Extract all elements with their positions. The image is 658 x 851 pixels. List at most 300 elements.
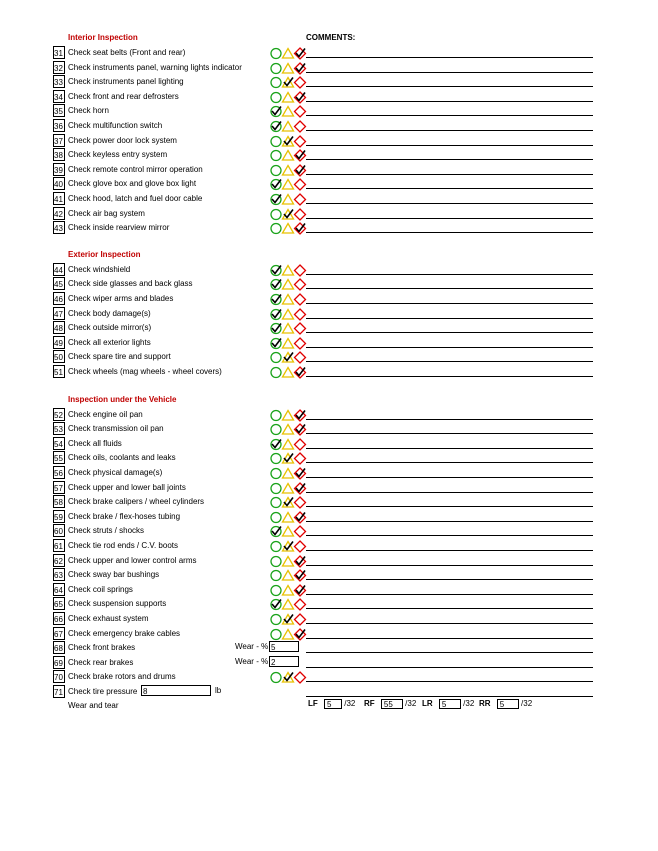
fail-diamond-icon[interactable] — [295, 599, 306, 610]
item-number: 62 — [53, 554, 65, 567]
fail-diamond-icon[interactable] — [295, 279, 306, 290]
tire-rf-input[interactable]: 55 — [381, 699, 403, 709]
checklist-row — [53, 612, 593, 626]
ok-circle-icon[interactable] — [271, 673, 281, 683]
item-label: Check all fluids — [68, 438, 122, 448]
checklist-row — [53, 104, 593, 118]
fail-diamond-icon[interactable] — [295, 77, 306, 88]
item-number: 69 — [53, 656, 65, 669]
status-icons[interactable] — [270, 90, 310, 104]
item-label: Check seat belts (Front and rear) — [68, 48, 186, 57]
item-number: 41 — [53, 192, 65, 205]
item-number: 49 — [53, 336, 65, 349]
status-icons[interactable] — [270, 481, 310, 495]
fail-diamond-icon[interactable] — [295, 338, 306, 349]
ok-circle-icon[interactable] — [271, 353, 281, 363]
status-icons[interactable] — [270, 119, 310, 133]
fail-diamond-icon[interactable] — [295, 497, 306, 508]
ok-circle-icon[interactable] — [271, 425, 281, 435]
fail-diamond-icon[interactable] — [295, 541, 306, 552]
status-icons[interactable] — [270, 46, 310, 60]
item-number: 68 — [53, 641, 65, 654]
comment-line[interactable] — [306, 86, 593, 87]
item-number: 48 — [53, 321, 65, 334]
item-number: 59 — [53, 510, 65, 523]
item-number: 36 — [53, 119, 65, 132]
item-label: Check tire pressure — [68, 687, 138, 696]
item-number: 64 — [53, 583, 65, 596]
ok-circle-icon[interactable] — [271, 629, 281, 639]
item-label: Check upper and lower ball joints — [68, 482, 186, 492]
comment-line[interactable] — [306, 448, 593, 449]
item-label: Check outside mirror(s) — [68, 323, 152, 333]
fail-diamond-icon[interactable] — [295, 439, 306, 450]
checklist-row — [53, 568, 593, 582]
comment-line[interactable] — [306, 188, 593, 189]
item-number: 61 — [53, 539, 65, 552]
comment-line[interactable] — [306, 145, 593, 146]
checklist-row — [53, 422, 593, 436]
tire-rr — [479, 699, 532, 709]
tire-rr-input[interactable]: 5 — [497, 699, 519, 709]
item-number: 58 — [53, 495, 65, 508]
comment-line[interactable] — [306, 174, 593, 175]
ok-circle-icon[interactable] — [271, 49, 281, 59]
comment-line[interactable] — [306, 565, 593, 566]
item-number: 60 — [53, 524, 65, 537]
tire-lf-unit: /32 — [344, 699, 356, 709]
fail-diamond-icon[interactable] — [295, 209, 306, 220]
checklist-row — [53, 46, 593, 60]
wear-percent-input[interactable]: 5 — [269, 641, 299, 652]
warning-triangle-icon[interactable] — [283, 49, 294, 59]
tire-lr — [422, 699, 474, 709]
tire-pressure-input[interactable]: 8 — [141, 685, 211, 696]
item-number: 71 — [53, 685, 65, 698]
warning-triangle-icon[interactable] — [283, 483, 294, 493]
ok-circle-icon[interactable] — [271, 454, 281, 464]
item-number: 39 — [53, 163, 65, 176]
item-label: Check front and rear defrosters — [68, 91, 179, 101]
checklist-row — [53, 408, 593, 422]
ok-circle-icon[interactable] — [271, 151, 281, 161]
item-number: 66 — [53, 612, 65, 625]
comment-line[interactable] — [306, 652, 593, 653]
status-icons[interactable] — [270, 583, 310, 597]
warning-triangle-icon[interactable] — [283, 556, 294, 566]
comment-line[interactable] — [306, 318, 593, 319]
item-number: 37 — [53, 134, 65, 147]
status-icons[interactable] — [270, 177, 310, 191]
status-icons[interactable] — [270, 321, 310, 335]
item-label: Check front brakes — [68, 643, 136, 652]
item-number: 45 — [53, 277, 65, 290]
ok-circle-icon[interactable] — [271, 136, 281, 146]
item-number: 44 — [53, 263, 65, 276]
tire-lf-label: LF — [308, 699, 318, 709]
warning-triangle-icon[interactable] — [283, 469, 294, 479]
checklist-row — [53, 670, 593, 684]
checklist-row — [53, 192, 593, 206]
item-number: 43 — [53, 221, 65, 234]
status-icons[interactable] — [270, 148, 310, 162]
warning-triangle-icon[interactable] — [283, 151, 294, 161]
tire-rf-label: RF — [364, 699, 375, 709]
ok-circle-icon[interactable] — [271, 571, 281, 581]
status-icons[interactable] — [270, 510, 310, 524]
item-label: Check exhaust system — [68, 614, 149, 623]
status-icons[interactable] — [270, 612, 310, 626]
ok-circle-icon[interactable] — [271, 585, 281, 595]
checklist-row — [53, 221, 593, 235]
item-label: Check sway bar bushings — [68, 570, 160, 580]
item-label: Check brake rotors and drums — [68, 672, 176, 681]
checklist-row — [53, 207, 593, 221]
checklist-row — [53, 90, 593, 104]
fail-diamond-icon[interactable] — [295, 323, 306, 334]
checklist-row — [53, 627, 593, 641]
item-label: Check oils, coolants and leaks — [68, 453, 176, 463]
checklist-row — [53, 685, 593, 699]
status-icons[interactable] — [270, 539, 310, 553]
checklist-row — [53, 350, 593, 364]
item-label: Check upper and lower control arms — [68, 555, 197, 565]
fail-diamond-icon[interactable] — [295, 265, 306, 276]
checklist-row — [53, 148, 593, 162]
fail-diamond-icon[interactable] — [295, 309, 306, 320]
ok-circle-icon[interactable] — [271, 63, 281, 73]
checklist-row — [53, 75, 593, 89]
status-icons[interactable] — [270, 466, 310, 480]
comment-line[interactable] — [306, 667, 593, 668]
checklist-row — [53, 481, 593, 495]
comment-line[interactable] — [306, 218, 593, 219]
checklist-row — [53, 510, 593, 524]
wear-and-tear-row — [68, 699, 588, 713]
checklist-row — [53, 641, 593, 655]
comment-line[interactable] — [306, 608, 593, 609]
tire-rr-label: RR — [479, 699, 491, 709]
warning-triangle-icon[interactable] — [283, 527, 294, 537]
item-number: 56 — [53, 466, 65, 479]
status-icons[interactable] — [270, 422, 310, 436]
comment-line[interactable] — [306, 130, 593, 131]
item-label: Check physical damage(s) — [68, 468, 163, 477]
checklist-row — [53, 524, 593, 538]
status-icons[interactable] — [270, 597, 310, 611]
comments-header: COMMENTS: — [306, 33, 356, 42]
fail-diamond-icon[interactable] — [295, 179, 306, 190]
warning-triangle-icon[interactable] — [283, 368, 294, 378]
comment-line[interactable] — [306, 594, 593, 595]
checklist-row — [53, 437, 593, 451]
status-icons[interactable] — [270, 221, 310, 235]
status-icons[interactable] — [270, 350, 310, 364]
item-label: Check inside rearview mirror — [68, 223, 170, 233]
status-icons[interactable] — [270, 75, 310, 89]
warning-triangle-icon[interactable] — [283, 180, 294, 190]
ok-circle-icon[interactable] — [271, 483, 281, 493]
ok-circle-icon[interactable] — [271, 209, 281, 219]
comment-line[interactable] — [306, 696, 593, 697]
item-number: 50 — [53, 350, 65, 363]
warning-triangle-icon[interactable] — [283, 309, 294, 319]
fail-diamond-icon[interactable] — [295, 194, 306, 205]
ok-circle-icon[interactable] — [271, 368, 281, 378]
item-label: Check power door lock system — [68, 135, 177, 145]
item-number: 46 — [53, 292, 65, 305]
item-number: 55 — [53, 451, 65, 464]
comment-line[interactable] — [306, 101, 593, 102]
tire-lf-input[interactable]: 5 — [324, 699, 342, 709]
comment-line[interactable] — [306, 159, 593, 160]
ok-circle-icon[interactable] — [271, 469, 281, 479]
item-label: Check remote control mirror operation — [68, 164, 203, 174]
checklist-row — [53, 307, 593, 321]
checklist-row — [53, 61, 593, 75]
checklist-row — [53, 134, 593, 148]
warning-triangle-icon[interactable] — [283, 107, 294, 117]
item-label: Check brake calipers / wheel cylinders — [68, 497, 205, 507]
warning-triangle-icon[interactable] — [283, 439, 294, 449]
item-label: Check instruments panel, warning lights indicator — [68, 62, 242, 72]
item-label: Check hood, latch and fuel door cable — [68, 194, 203, 203]
item-label: Check body damage(s) — [68, 308, 151, 318]
warning-triangle-icon[interactable] — [283, 224, 294, 234]
status-icons[interactable] — [270, 192, 310, 206]
wear-percent-label: Wear - % — [235, 656, 269, 666]
item-label: Check side glasses and back glass — [68, 279, 193, 289]
fail-diamond-icon[interactable] — [295, 136, 306, 147]
ok-circle-icon[interactable] — [271, 224, 281, 234]
tire-rr-unit: /32 — [521, 699, 533, 709]
item-number: 40 — [53, 177, 65, 190]
status-icons[interactable] — [270, 568, 310, 582]
warning-triangle-icon[interactable] — [283, 629, 294, 639]
comment-line[interactable] — [306, 477, 593, 478]
comment-line[interactable] — [306, 433, 593, 434]
item-number: 34 — [53, 90, 65, 103]
warning-triangle-icon[interactable] — [283, 195, 294, 205]
section-title: Inspection under the Vehicle — [68, 394, 177, 404]
item-label: Check struts / shocks — [68, 526, 145, 536]
checklist-row — [53, 656, 593, 670]
checklist-row — [53, 292, 593, 306]
tire-pressure-unit: lb — [215, 686, 222, 695]
status-icons[interactable] — [270, 207, 310, 221]
comment-line[interactable] — [306, 550, 593, 551]
item-label: Check emergency brake cables — [68, 628, 181, 638]
status-icons[interactable] — [270, 408, 310, 422]
checklist-row — [53, 177, 593, 191]
item-number: 33 — [53, 75, 65, 88]
checklist-row — [53, 321, 593, 335]
item-number: 52 — [53, 408, 65, 421]
status-icons[interactable] — [270, 134, 310, 148]
warning-triangle-icon[interactable] — [283, 585, 294, 595]
item-label: Check brake / flex-hoses tubing — [68, 511, 181, 521]
item-label: Check all exterior lights — [68, 337, 151, 347]
fail-diamond-icon[interactable] — [295, 453, 306, 464]
tire-lr-input[interactable]: 5 — [439, 699, 461, 709]
tire-rf-unit: /32 — [405, 699, 417, 709]
item-number: 32 — [53, 61, 65, 74]
comment-line[interactable] — [306, 492, 593, 493]
checklist-row — [53, 451, 593, 465]
checklist-row — [53, 336, 593, 350]
item-number: 51 — [53, 365, 65, 378]
warning-triangle-icon[interactable] — [283, 165, 294, 175]
item-label: Check tie rod ends / C.V. boots — [68, 541, 178, 550]
ok-circle-icon[interactable] — [271, 410, 281, 420]
item-label: Check wheels (mag wheels - wheel covers) — [68, 367, 222, 376]
item-number: 38 — [53, 148, 65, 161]
comment-line[interactable] — [306, 535, 593, 536]
ok-circle-icon[interactable] — [271, 615, 281, 625]
warning-triangle-icon[interactable] — [283, 512, 294, 522]
item-label: Check keyless entry system — [68, 150, 168, 160]
status-icons[interactable] — [270, 263, 310, 277]
item-label: Check suspension supports — [68, 599, 167, 609]
item-number: 65 — [53, 597, 65, 610]
checklist-row — [53, 163, 593, 177]
item-number: 31 — [53, 46, 65, 59]
warning-triangle-icon[interactable] — [283, 324, 294, 334]
checklist-row — [53, 597, 593, 611]
fail-diamond-icon[interactable] — [295, 106, 306, 117]
item-number: 42 — [53, 207, 65, 220]
checklist-row — [53, 119, 593, 133]
status-icons[interactable] — [270, 554, 310, 568]
comment-line[interactable] — [306, 506, 593, 507]
item-label: Check glove box and glove box light — [68, 179, 197, 189]
wear-percent-input[interactable]: 2 — [269, 656, 299, 667]
fail-diamond-icon[interactable] — [295, 614, 306, 625]
comment-line[interactable] — [306, 57, 593, 58]
tire-rf — [364, 699, 416, 709]
tire-lf — [308, 699, 355, 709]
comment-line[interactable] — [306, 115, 593, 116]
status-icons[interactable] — [270, 307, 310, 321]
comment-line[interactable] — [306, 623, 593, 624]
warning-triangle-icon[interactable] — [283, 295, 294, 305]
item-number: 63 — [53, 568, 65, 581]
status-icons[interactable] — [270, 495, 310, 509]
item-number: 70 — [53, 670, 65, 683]
comment-line[interactable] — [306, 332, 593, 333]
wear-and-tear-label: Wear and tear — [68, 701, 119, 710]
ok-circle-icon[interactable] — [271, 78, 281, 88]
warning-triangle-icon[interactable] — [283, 63, 294, 73]
item-number: 53 — [53, 422, 65, 435]
item-label: Check air bag system — [68, 208, 145, 218]
ok-circle-icon[interactable] — [271, 512, 281, 522]
item-label: Check transmission oil pan — [68, 424, 164, 434]
status-icons[interactable] — [270, 670, 310, 684]
wear-percent-label: Wear - % — [235, 642, 269, 651]
warning-triangle-icon[interactable] — [283, 122, 294, 132]
warning-triangle-icon[interactable] — [283, 571, 294, 581]
tire-lr-label: LR — [422, 699, 433, 709]
comment-line[interactable] — [306, 419, 593, 420]
checklist-row — [53, 277, 593, 291]
ok-circle-icon[interactable] — [271, 498, 281, 508]
item-label: Check instruments panel lighting — [68, 77, 184, 87]
ok-circle-icon[interactable] — [271, 92, 281, 102]
comment-line[interactable] — [306, 638, 593, 639]
status-icons[interactable] — [270, 277, 310, 291]
status-icons[interactable] — [270, 451, 310, 465]
checklist-row — [53, 263, 593, 277]
status-icons[interactable] — [270, 365, 310, 379]
status-icons[interactable] — [270, 336, 310, 350]
fail-diamond-icon[interactable] — [295, 526, 306, 537]
comment-line[interactable] — [306, 376, 593, 377]
comment-line[interactable] — [306, 303, 593, 304]
comment-line[interactable] — [306, 579, 593, 580]
ok-circle-icon[interactable] — [271, 165, 281, 175]
fail-diamond-icon[interactable] — [295, 672, 306, 683]
comment-line[interactable] — [306, 72, 593, 73]
comment-line[interactable] — [306, 232, 593, 233]
item-label: Check multifunction switch — [68, 121, 163, 130]
status-icons[interactable] — [270, 292, 310, 306]
comment-line[interactable] — [306, 203, 593, 204]
ok-circle-icon[interactable] — [271, 556, 281, 566]
warning-triangle-icon[interactable] — [283, 280, 294, 290]
warning-triangle-icon[interactable] — [283, 92, 294, 102]
status-icons[interactable] — [270, 524, 310, 538]
checklist-row — [53, 554, 593, 568]
fail-diamond-icon[interactable] — [295, 294, 306, 305]
comment-line[interactable] — [306, 347, 593, 348]
item-number: 35 — [53, 104, 65, 117]
comment-line[interactable] — [306, 462, 593, 463]
status-icons[interactable] — [270, 163, 310, 177]
item-number: 47 — [53, 307, 65, 320]
checklist-row — [53, 365, 593, 379]
warning-triangle-icon[interactable] — [283, 410, 294, 420]
comment-line[interactable] — [306, 288, 593, 289]
item-label: Check horn — [68, 106, 109, 116]
item-number: 54 — [53, 437, 65, 450]
warning-triangle-icon[interactable] — [283, 425, 294, 435]
item-label: Check coil springs — [68, 584, 133, 594]
tire-lr-unit: /32 — [463, 699, 475, 709]
fail-diamond-icon[interactable] — [295, 352, 306, 363]
status-icons[interactable] — [270, 627, 310, 641]
item-label: Check wiper arms and blades — [68, 294, 174, 303]
checklist-row — [53, 583, 593, 597]
section-title: Exterior Inspection — [68, 249, 141, 259]
comment-line[interactable] — [306, 521, 593, 522]
comment-line[interactable] — [306, 681, 593, 682]
item-label: Check windshield — [68, 264, 131, 274]
comment-line[interactable] — [306, 274, 593, 275]
ok-circle-icon[interactable] — [271, 542, 281, 552]
warning-triangle-icon[interactable] — [283, 600, 294, 610]
comment-line[interactable] — [306, 361, 593, 362]
status-icons[interactable] — [270, 104, 310, 118]
item-label: Check engine oil pan — [68, 409, 143, 419]
fail-diamond-icon[interactable] — [295, 121, 306, 132]
status-icons[interactable] — [270, 61, 310, 75]
status-icons[interactable] — [270, 437, 310, 451]
section-title: Interior Inspection — [68, 33, 138, 42]
warning-triangle-icon[interactable] — [283, 265, 294, 275]
item-number: 57 — [53, 481, 65, 494]
warning-triangle-icon[interactable] — [283, 338, 294, 348]
